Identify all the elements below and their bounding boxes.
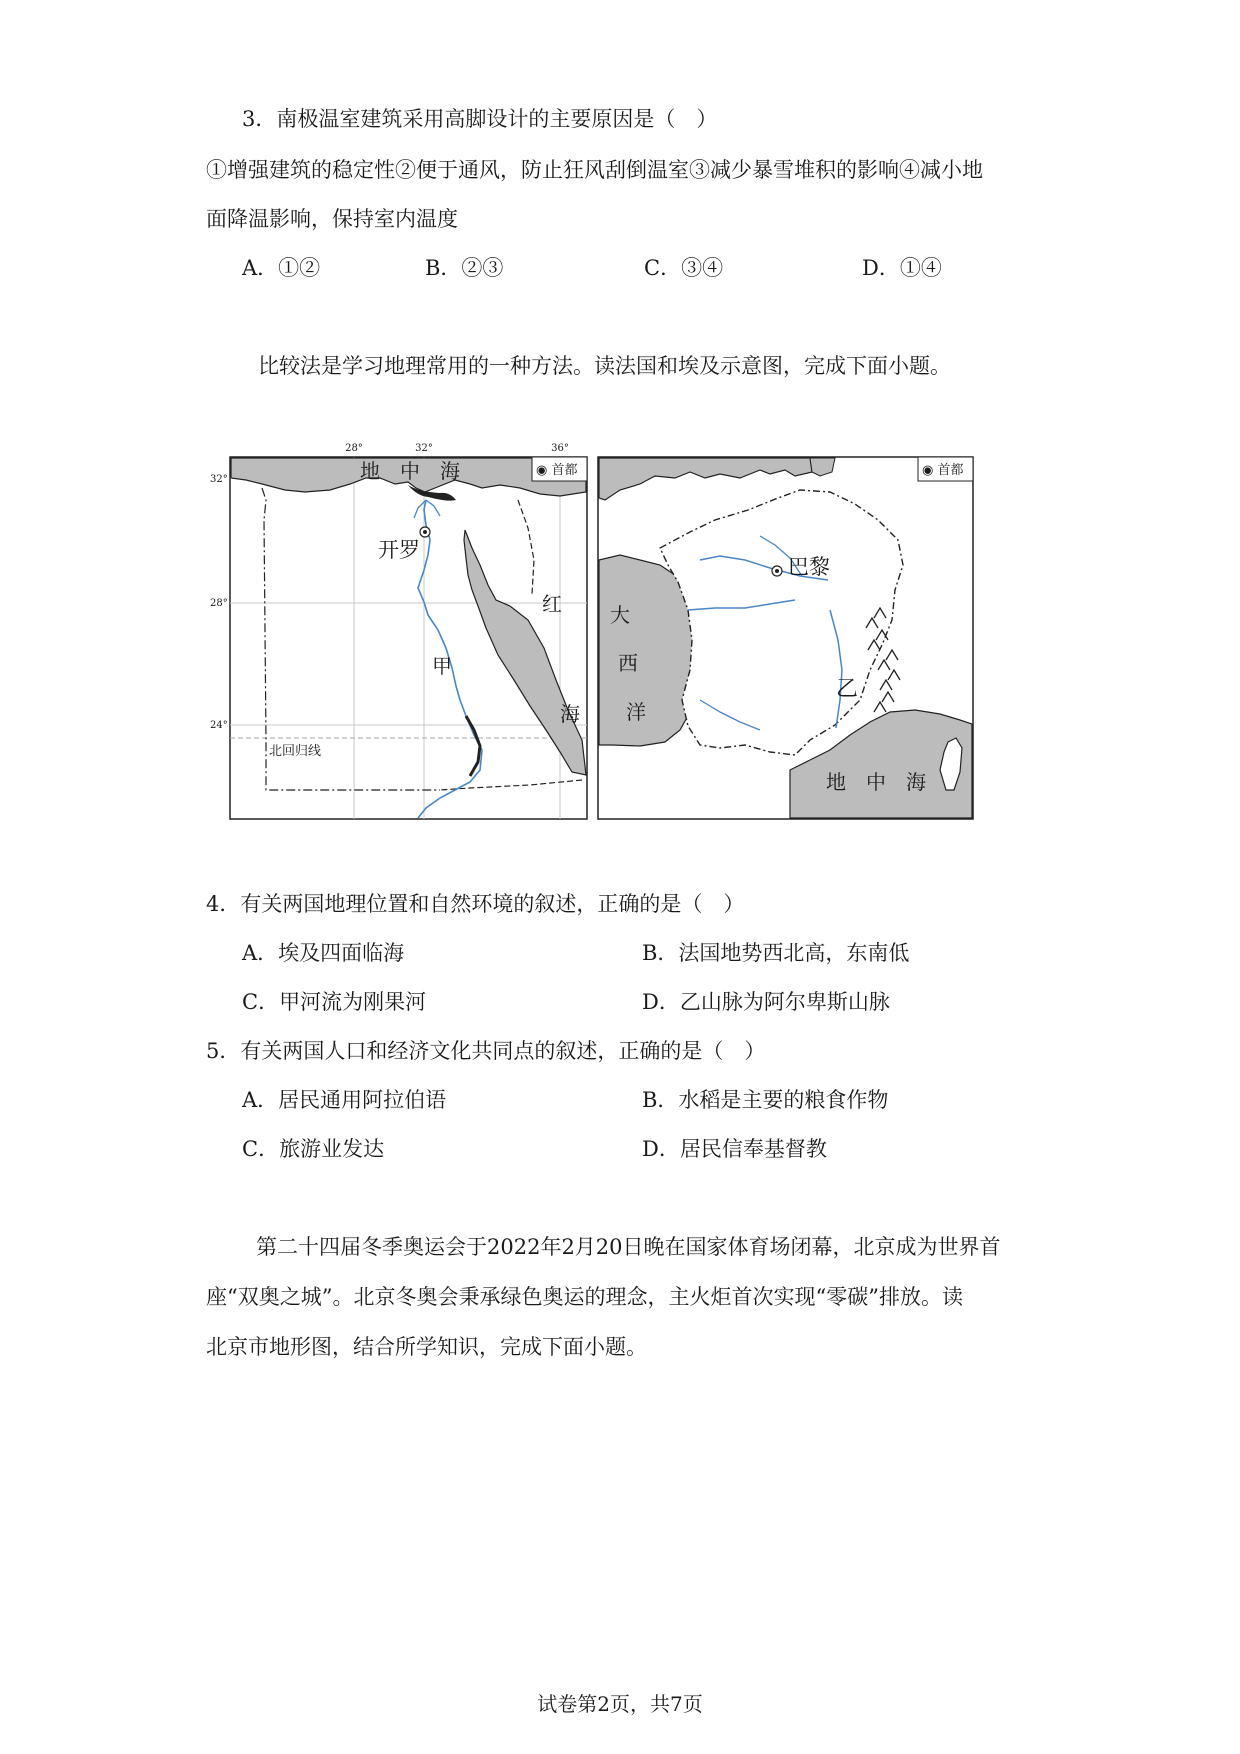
intro-olympics-line1: 第二十四届冬季奥运会于2022年2月20日晚在国家体育场闭幕，北京成为世界首 [256,1235,1001,1259]
q5-option-b: B．水稻是主要的粮食作物 [642,1088,889,1112]
egypt-sea-label: 地 中 海 [360,459,460,483]
egypt-map [230,457,587,819]
red-sea-label-2: 海 [560,702,580,726]
egypt-lat-tick-24: 24° [210,720,228,731]
q3-option-c: C．③④ [644,256,724,280]
atlantic-label-3: 洋 [626,700,646,724]
egypt-lon-tick-36: 36° [551,443,569,454]
egypt-lon-tick-32: 32° [415,443,433,454]
france-legend: ◉ 首都 [922,463,964,478]
intro-olympics-line2: 座“双奥之城”。北京冬奥会秉承绿色奥运的理念，主火炬首次实现“零碳”排放。读 [206,1285,963,1309]
q5-option-d: D．居民信奉基督教 [642,1137,827,1161]
q4-option-b: B．法国地势西北高，东南低 [642,941,910,965]
river-jia-label: 甲 [432,654,452,678]
intro-olympics-line3: 北京市地形图，结合所学知识，完成下面小题。 [206,1335,647,1359]
q3-statements-line2: 面降温影响，保持室内温度 [206,207,458,231]
france-sea-label: 地 中 海 [826,770,926,794]
q4-option-c: C．甲河流为刚果河 [242,990,427,1014]
egypt-legend: ◉ 首都 [536,463,578,478]
intro-comparison: 比较法是学习地理常用的一种方法。读法国和埃及示意图，完成下面小题。 [258,354,951,378]
q4-stem: 4．有关两国地理位置和自然环境的叙述，正确的是（ ） [206,892,745,916]
q3-option-b: B．②③ [425,256,504,280]
tropic-label: 北回归线 [269,744,322,759]
q4-option-d: D．乙山脉为阿尔卑斯山脉 [642,990,890,1014]
q5-stem: 5．有关两国人口和经济文化共同点的叙述，正确的是（ ） [206,1039,766,1063]
atlantic-label-1: 大 [610,603,630,627]
egypt-lat-tick-28: 28° [210,598,228,609]
q3-stem: 3．南极温室建筑采用高脚设计的主要原因是（ ） [242,107,718,131]
egypt-france-maps [0,0,1240,830]
q5-option-c: C．旅游业发达 [242,1137,385,1161]
q4-option-a: A．埃及四面临海 [242,941,405,965]
q3-option-a: A．①② [242,256,321,280]
q3-statements-line1: ①增强建筑的稳定性②便于通风，防止狂风刮倒温室③减少暴雪堆积的影响④减小地 [206,158,983,182]
cairo-label: 开罗 [378,538,420,562]
q3-option-d: D．①④ [862,256,942,280]
atlantic-label-2: 西 [618,651,638,675]
egypt-lon-tick-28: 28° [345,443,363,454]
egypt-lat-tick-32: 32° [210,474,228,485]
q5-option-a: A．居民通用阿拉伯语 [242,1088,447,1112]
france-map [598,457,973,819]
mountain-yi-label: 乙 [836,677,859,702]
page-footer: 试卷第2页，共7页 [537,1692,703,1716]
paris-label: 巴黎 [788,555,830,579]
red-sea-label-1: 红 [542,592,562,616]
